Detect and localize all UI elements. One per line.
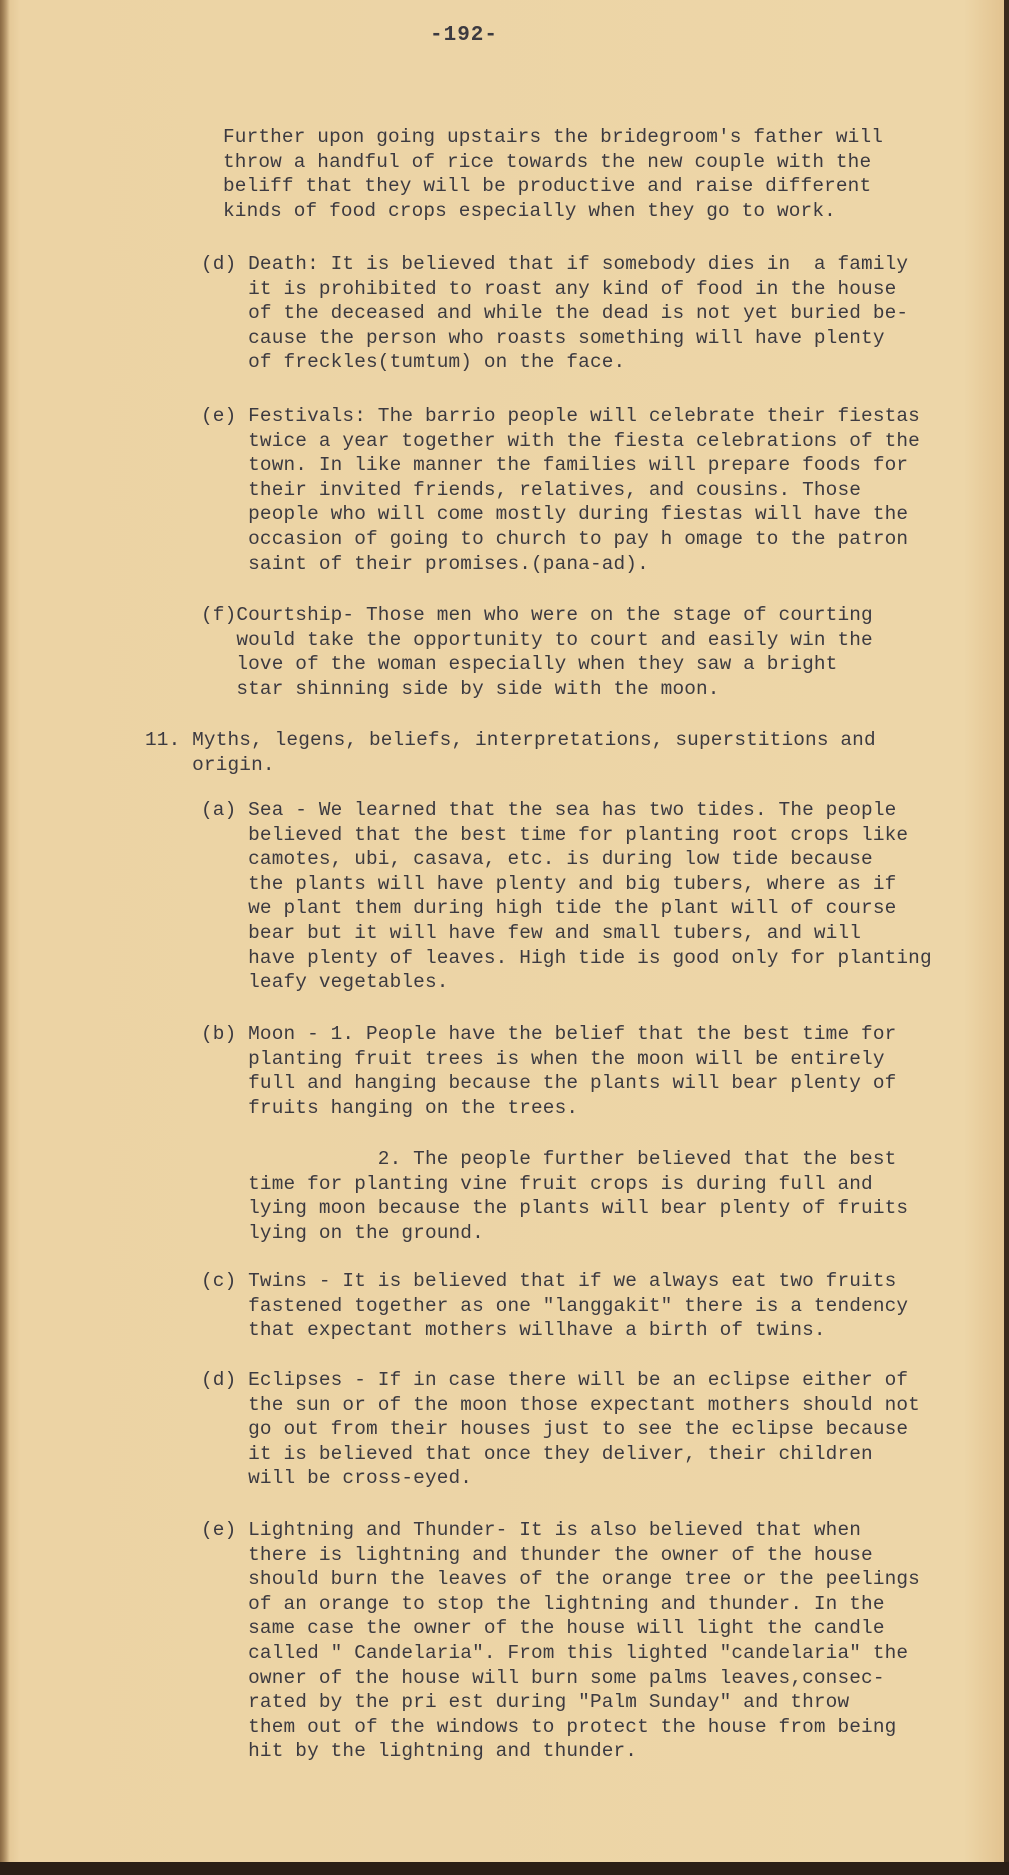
courtship-line: (f)Courtship- Those men who were on the stage of courting bbox=[201, 604, 873, 626]
lightning-line: should burn the leaves of the orange tree or the peelings bbox=[201, 1568, 920, 1591]
moon2-line: lying moon because the plants will bear plenty of fruits bbox=[201, 1197, 909, 1220]
death-paragraph bbox=[201, 252, 908, 375]
sea-line: camotes, ubi, casava, etc. is during low tide because bbox=[201, 848, 873, 871]
lightning-line: of an orange to stop the lightning and thunder. In the bbox=[201, 1592, 885, 1615]
moon-paragraph-2 bbox=[201, 1147, 908, 1245]
sea-line: bear but it will have few and small tubers, and will bbox=[201, 921, 862, 944]
moon1-line: (b) Moon - 1. People have the belief that the best time for bbox=[201, 1023, 897, 1045]
lightning-line: rated by the pri est during "Palm Sunday" and throw bbox=[201, 1691, 850, 1714]
death-line: (d) Death: It is believed that if somebody dies in a family bbox=[201, 253, 909, 275]
heading11-line: origin. bbox=[145, 753, 275, 776]
intro-line: throw a handful of rice towards the new couple with the bbox=[223, 150, 872, 173]
courtship-line: love of the woman especially when they saw a bright bbox=[201, 653, 838, 676]
eclipses-line: the sun or of the moon those expectant mothers should not bbox=[201, 1393, 920, 1416]
moon2-line: 2. The people further believed that the best bbox=[201, 1148, 897, 1170]
courtship-line: would take the opportunity to court and easily win the bbox=[201, 628, 873, 651]
death-line: of the deceased and while the dead is not yet buried be- bbox=[201, 302, 909, 325]
sea-line: the plants will have plenty and big tubers, where as if bbox=[201, 872, 897, 895]
courtship-line: star shinning side by side with the moon. bbox=[201, 677, 720, 700]
moon1-line: planting fruit trees is when the moon will be entirely bbox=[201, 1047, 885, 1070]
festivals-line: saint of their promises.(pana-ad). bbox=[201, 552, 649, 575]
lightning-line: same case the owner of the house will light the candle bbox=[201, 1617, 885, 1640]
festivals-line: (e) Festivals: The barrio people will celebrate their fiestas bbox=[201, 405, 920, 427]
sea-line: (a) Sea - We learned that the sea has two tides. The people bbox=[201, 799, 897, 821]
intro-line: kinds of food crops especially when they go to work. bbox=[223, 199, 836, 222]
eclipses-line: will be cross-eyed. bbox=[201, 1467, 473, 1490]
courtship-paragraph bbox=[201, 603, 873, 701]
lightning-line: owner of the house will burn some palms leaves,consec- bbox=[201, 1666, 885, 1689]
bottom-edge bbox=[0, 1862, 1009, 1875]
twins-line: fastened together as one "langgakit" there is a tendency bbox=[201, 1294, 909, 1317]
lightning-line: hit by the lightning and thunder. bbox=[201, 1740, 638, 1763]
page-number: -192- bbox=[430, 24, 499, 47]
death-line: of freckles(tumtum) on the face. bbox=[201, 351, 626, 374]
festivals-line: twice a year together with the fiesta celebrations of the bbox=[201, 429, 920, 452]
sea-line: we plant them during high tide the plant will of course bbox=[201, 897, 897, 920]
moon1-line: full and hanging because the plants will bear plenty of bbox=[201, 1072, 897, 1095]
eclipses-paragraph bbox=[201, 1368, 920, 1491]
sea-line: have plenty of leaves. High tide is good only for planting bbox=[201, 946, 932, 969]
sea-paragraph bbox=[201, 798, 932, 995]
heading11-line: 11. Myths, legens, beliefs, interpretations, superstitions and bbox=[145, 729, 876, 751]
page-edge-shadow bbox=[0, 0, 10, 1862]
moon-paragraph-1 bbox=[201, 1022, 896, 1120]
lightning-paragraph bbox=[201, 1518, 920, 1764]
twins-paragraph bbox=[201, 1269, 908, 1343]
moon1-line: fruits hanging on the trees. bbox=[201, 1096, 579, 1119]
moon2-line: lying on the ground. bbox=[201, 1221, 484, 1244]
twins-line: that expectant mothers willhave a birth of twins. bbox=[201, 1319, 826, 1342]
death-line: it is prohibited to roast any kind of food in the house bbox=[201, 277, 897, 300]
festivals-line: town. In like manner the families will prepare foods for bbox=[201, 454, 909, 477]
section-11-heading bbox=[145, 728, 876, 777]
festivals-line: their invited friends, relatives, and cousins. Those bbox=[201, 478, 862, 501]
festivals-line: people who will come mostly during fiestas will have the bbox=[201, 503, 909, 526]
twins-line: (c) Twins - It is believed that if we always eat two fruits bbox=[201, 1270, 897, 1292]
intro-line: beliff that they will be productive and raise different bbox=[223, 175, 872, 198]
eclipses-line: it is believed that once they deliver, their children bbox=[201, 1442, 873, 1465]
intro-line: Further upon going upstairs the bridegroom's father will bbox=[223, 126, 884, 148]
moon2-line: time for planting vine fruit crops is during full and bbox=[201, 1172, 873, 1195]
lightning-line: them out of the windows to protect the house from being bbox=[201, 1715, 897, 1738]
eclipses-line: go out from their houses just to see the eclipse because bbox=[201, 1418, 909, 1441]
festivals-line: occasion of going to church to pay h omage to the patron bbox=[201, 527, 909, 550]
lightning-line: called " Candelaria". From this lighted "candelaria" the bbox=[201, 1641, 909, 1664]
death-line: cause the person who roasts something will have plenty bbox=[201, 326, 885, 349]
sea-line: believed that the best time for planting root crops like bbox=[201, 823, 909, 846]
eclipses-line: (d) Eclipses - If in case there will be an eclipse either of bbox=[201, 1369, 909, 1391]
sea-line: leafy vegetables. bbox=[201, 971, 449, 994]
intro-paragraph bbox=[223, 125, 883, 223]
festivals-paragraph bbox=[201, 404, 920, 576]
lightning-line: (e) Lightning and Thunder- It is also believed that when bbox=[201, 1519, 862, 1541]
lightning-line: there is lightning and thunder the owner of the house bbox=[201, 1543, 873, 1566]
